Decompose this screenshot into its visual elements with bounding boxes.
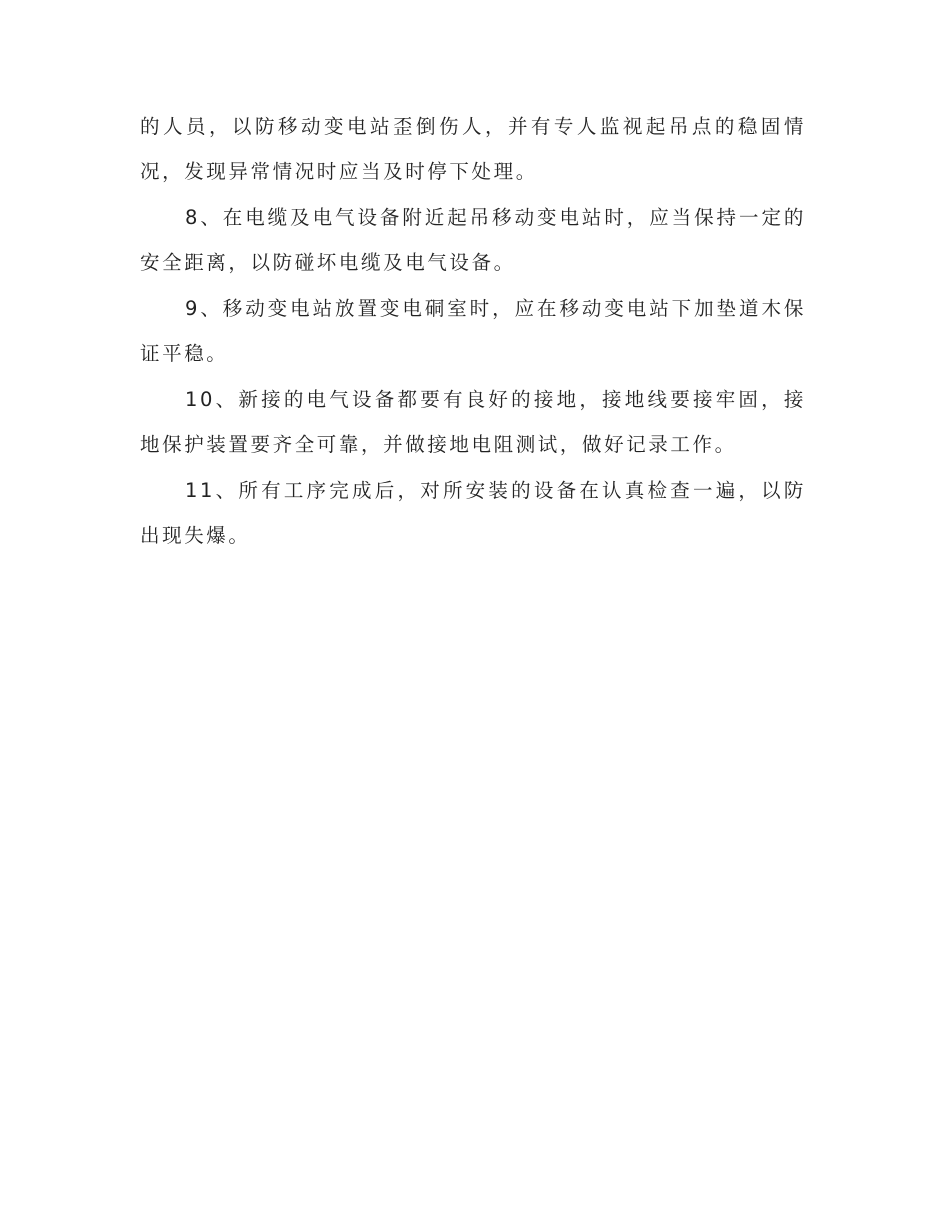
paragraph-item-10: 10、新接的电气设备都要有良好的接地，接地线要接牢固，接地保护装置要齐全可靠，并做接地电阻测试，做好记录工作。 [140, 388, 806, 456]
paragraph-item-8: 8、在电缆及电气设备附近起吊移动变电站时，应当保持一定的安全距离，以防碰坏电缆及电气设备。 [140, 206, 806, 274]
paragraph-continuation: 的人员，以防移动变电站歪倒伤人，并有专人监视起吊点的稳固情况，发现异常情况时应当及时停下处理。 [140, 115, 806, 183]
document-body [140, 104, 806, 559]
paragraph-item-9: 9、移动变电站放置变电硐室时，应在移动变电站下加垫道木保证平稳。 [140, 297, 806, 365]
paragraph-item-11: 11、所有工序完成后，对所安装的设备在认真检查一遍，以防出现失爆。 [140, 479, 806, 547]
